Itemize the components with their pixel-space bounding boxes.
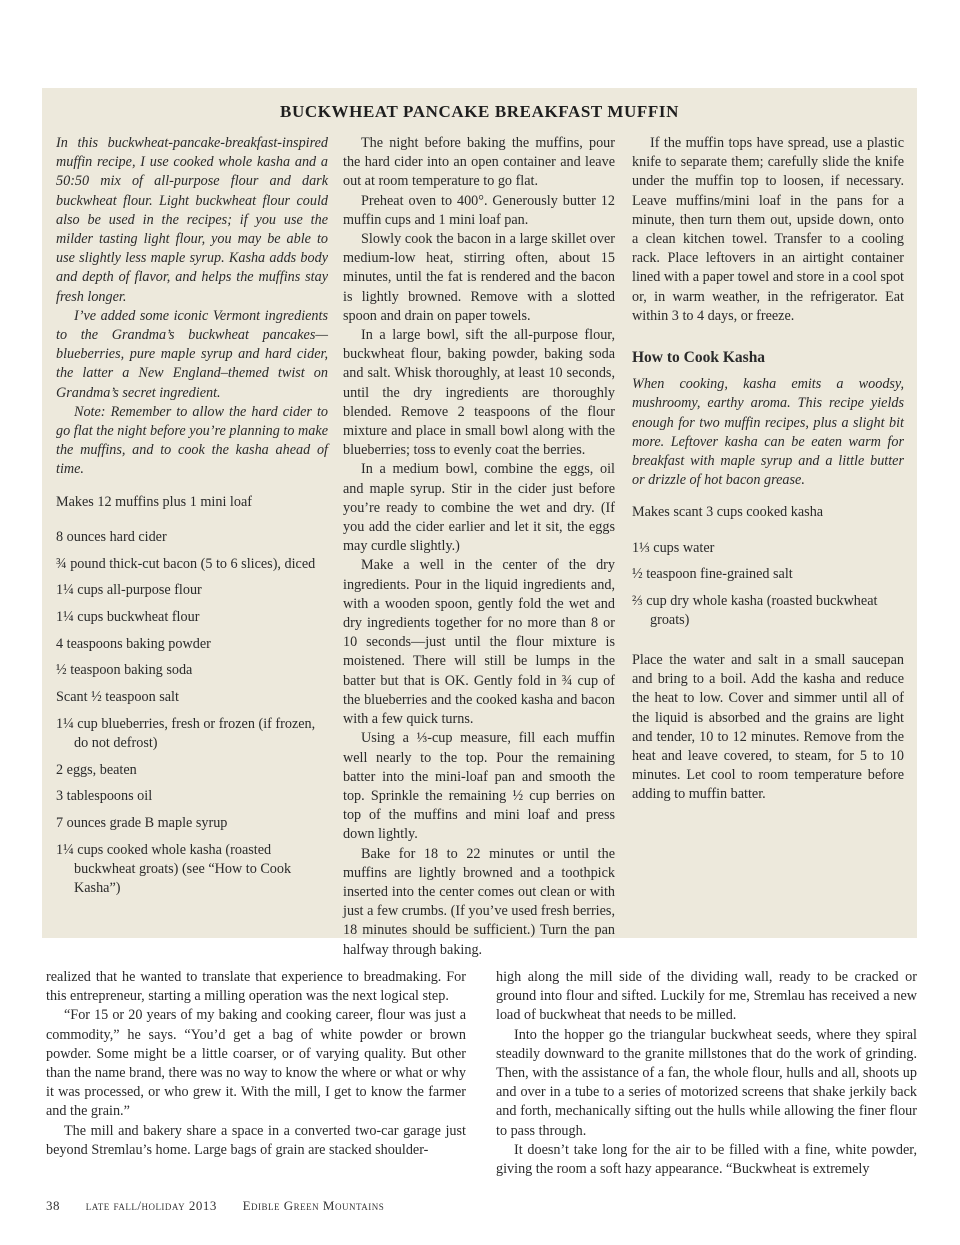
direction-step: Make a well in the center of the dry ingredients. Pour in the liquid ingredients and, with a wooden spoon, gently fold the wet and dry ingredients together for no more than 8 or 10 seconds—just until the flour mixture is moistened. There will still be lumps in the batter but that is OK. Gently fold in ¾ cup of the blueberries and the cooked kasha and bacon with a few quick turns. (343, 557, 615, 728)
ingredient-item: 4 teaspoons baking powder (56, 635, 211, 652)
recipe-title: BUCKWHEAT PANCAKE BREAKFAST MUFFIN (280, 102, 679, 121)
ingredient-item: 7 ounces grade B maple syrup (56, 815, 228, 832)
sidebar-column-3 (632, 134, 904, 805)
kasha-ingredient: ½ teaspoon fine-grained salt (632, 566, 793, 583)
direction-step: In a medium bowl, combine the eggs, oil and maple syrup. Stir in the cider just before you’re ready to combine the wet and dry. (If you add the cider earlier and let it sit, the eggs may curdle slightly.) (343, 461, 615, 555)
article-paragraph: It doesn’t take long for the air to be filled with a fine, white powder, giving the room a soft hazy appearance. “Buckwheat is extremely (496, 1141, 917, 1178)
ingredient-item: 1¼ cups buckwheat flour (56, 608, 200, 625)
ingredient-item: 1¼ cups all-purpose flour (56, 582, 202, 599)
direction-step: Preheat oven to 400°. Generously butter 12 muffin cups and 1 mini loaf pan. (343, 192, 615, 228)
direction-step: The night before baking the muffins, pour the hard cider into an open container and leave out at room temperature to go flat. (343, 135, 615, 190)
article-paragraph: Into the hopper go the triangular buckwheat seeds, where they spiral steadily downward to the granite millstones that do the work of grinding. Then, with the assistance of a fan, the whole flour, hulls and all, shoots up and over in a tube to a series of motorized screens that shake jerkily back and forth, mechanically sifting out the hulls while allowing the finer flour to pass through. (496, 1026, 917, 1139)
direction-step: Bake for 18 to 22 minutes or until the muffins are lightly browned and a toothpick inserted into the center comes out clean or with just a few crumbs. (If you’ve used fresh berries, 18 minutes should be sufficient.) Turn the pan halfway through baking. (343, 845, 615, 958)
ingredient-item: 3 tablespoons oil (56, 788, 153, 805)
ingredient-item: 1¼ cup blueberries, fresh or frozen (if frozen, do not defrost) (56, 715, 316, 751)
article-column-right (496, 968, 917, 1179)
kasha-intro: When cooking, kasha emits a woodsy, mushroomy, earthy aroma. This recipe yields enough for two muffin recipes, plus a slight bit more. Leftover kasha can be eaten warm for breakfast with maple syrup and a little butter or drizzle of hot bacon grease. (632, 376, 904, 489)
recipe-sidebar (42, 88, 917, 958)
ingredient-item: ½ teaspoon baking soda (56, 662, 193, 679)
issue-label: late fall/holiday 2013 (85, 1198, 217, 1213)
intro-paragraph: I’ve added some iconic Vermont ingredients to the Grandma’s buckwheat pancakes—blueberries, pure maple syrup and hard cider, the latter a New England–themed twist on Grandma’s secret ingredient. (56, 307, 328, 401)
direction-step: Slowly cook the bacon in a large skillet over medium-low heat, stirring often, about 15 minutes, until the fat is rendered and the bacon is lightly browned. Remove with a slotted spoon and drain on paper towels. (343, 231, 615, 324)
kasha-ingredient: 1⅓ cups water (632, 539, 715, 556)
article-paragraph: “For 15 or 20 years of my baking and cooking career, flour was just a commodity,” he says. “You’d get a bag of white powder or brown powder. Some might be a little coarser, or of varying quality. But other than the name brand, there was no way to know the where or what or why it was processed, or who grew it. With the mill, I get to know the farmer and the grain.” (46, 1007, 466, 1120)
direction-step: Using a ⅓-cup measure, fill each muffin well nearly to the top. Pour the remaining batter into the mini-loaf pan and smooth the top. Sprinkle the remaining ½ cup berries on top of the muffins and mini loaf and press down lightly. (343, 730, 615, 843)
article-paragraph: high along the mill side of the dividing wall, ready to be cracked or ground into flour and sifted. Luckily for me, Stremlau has received a new load of buckwheat that needs to be milled. (496, 969, 917, 1024)
sidebar-column-2 (343, 134, 615, 960)
article-paragraph: realized that he wanted to translate that experience to breadmaking. For this entrepreneur, starting a milling operation was the next logical step. (46, 969, 466, 1005)
intro-note: Note: Remember to allow the hard cider to go flat the night before you’re planning to make the muffins, and to cook the kasha ahead of time. (56, 403, 328, 478)
ingredient-item: 8 ounces hard cider (56, 528, 167, 545)
kasha-heading: How to Cook Kasha (632, 349, 766, 367)
article-paragraph: The mill and bakery share a space in a converted two-car garage just beyond Stremlau’s home. Large bags of grain are stacked shoulder- (46, 1122, 466, 1158)
ingredient-item: ¾ pound thick-cut bacon (5 to 6 slices), diced (56, 555, 316, 572)
recipe-yield: Makes 12 muffins plus 1 mini loaf (56, 493, 252, 510)
ingredient-item: 1¼ cups cooked whole kasha (roasted buckwheat groats) (see “How to Cook Kasha”) (56, 841, 292, 897)
direction-step: In a large bowl, sift the all-purpose flour, buckwheat flour, baking powder, baking soda and salt. Whisk thoroughly, at least 10 seconds, until the dry ingredients are thoroughly blended. Remove 2 teaspoons of the flour mixture and place in small bowl along with the blueberries; toss to evenly coat the berries. (343, 327, 615, 459)
ingredient-item: 2 eggs, beaten (56, 761, 137, 778)
page-number: 38 (46, 1198, 60, 1213)
kasha-method: Place the water and salt in a small saucepan and bring to a boil. Add the kasha and reduce the heat to low. Cover and simmer until all of the liquid is absorbed and the grains are light and tender, 10 to 12 minutes. Remove from the heat and leave covered, to steam, for 5 to 10 minutes. Let cool to room temperature before adding to muffin batter. (632, 651, 904, 803)
article-column-left (46, 968, 466, 1160)
sidebar-column-1 (56, 134, 328, 906)
kasha-ingredient: ⅔ cup dry whole kasha (roasted buckwheat groats) (632, 593, 878, 629)
magazine-name: Edible Green Mountains (242, 1198, 385, 1213)
ingredient-item: Scant ½ teaspoon salt (56, 689, 179, 706)
kasha-yield: Makes scant 3 cups cooked kasha (632, 504, 824, 521)
intro-paragraph: In this buckwheat-pancake-breakfast-inspired muffin recipe, I use cooked whole kasha and a 50:50 mix of all-purpose flour and dark buckwheat flour. Light buckwheat flour could also be used in the recipes; if you use the milder tasting light flour, you may be able to use slightly less maple syrup. Kasha adds body and depth of flavor, and helps the muffins stay fresh longer. (56, 135, 328, 305)
direction-step: If the muffin tops have spread, use a plastic knife to separate them; carefully slide the knife under the muffin top to loosen, if necessary. Leave muffins/mini loaf in the pans for a minute, then turn them out, upside down, onto a clean kitchen towel. Transfer to a cooling rack. Place leftovers in an airtight container lined with a paper towel and store in a cool spot or, in warm weather, in the refrigerator. Eat within 3 to 4 days, or freeze. (632, 135, 904, 324)
page-footer (46, 1198, 406, 1214)
